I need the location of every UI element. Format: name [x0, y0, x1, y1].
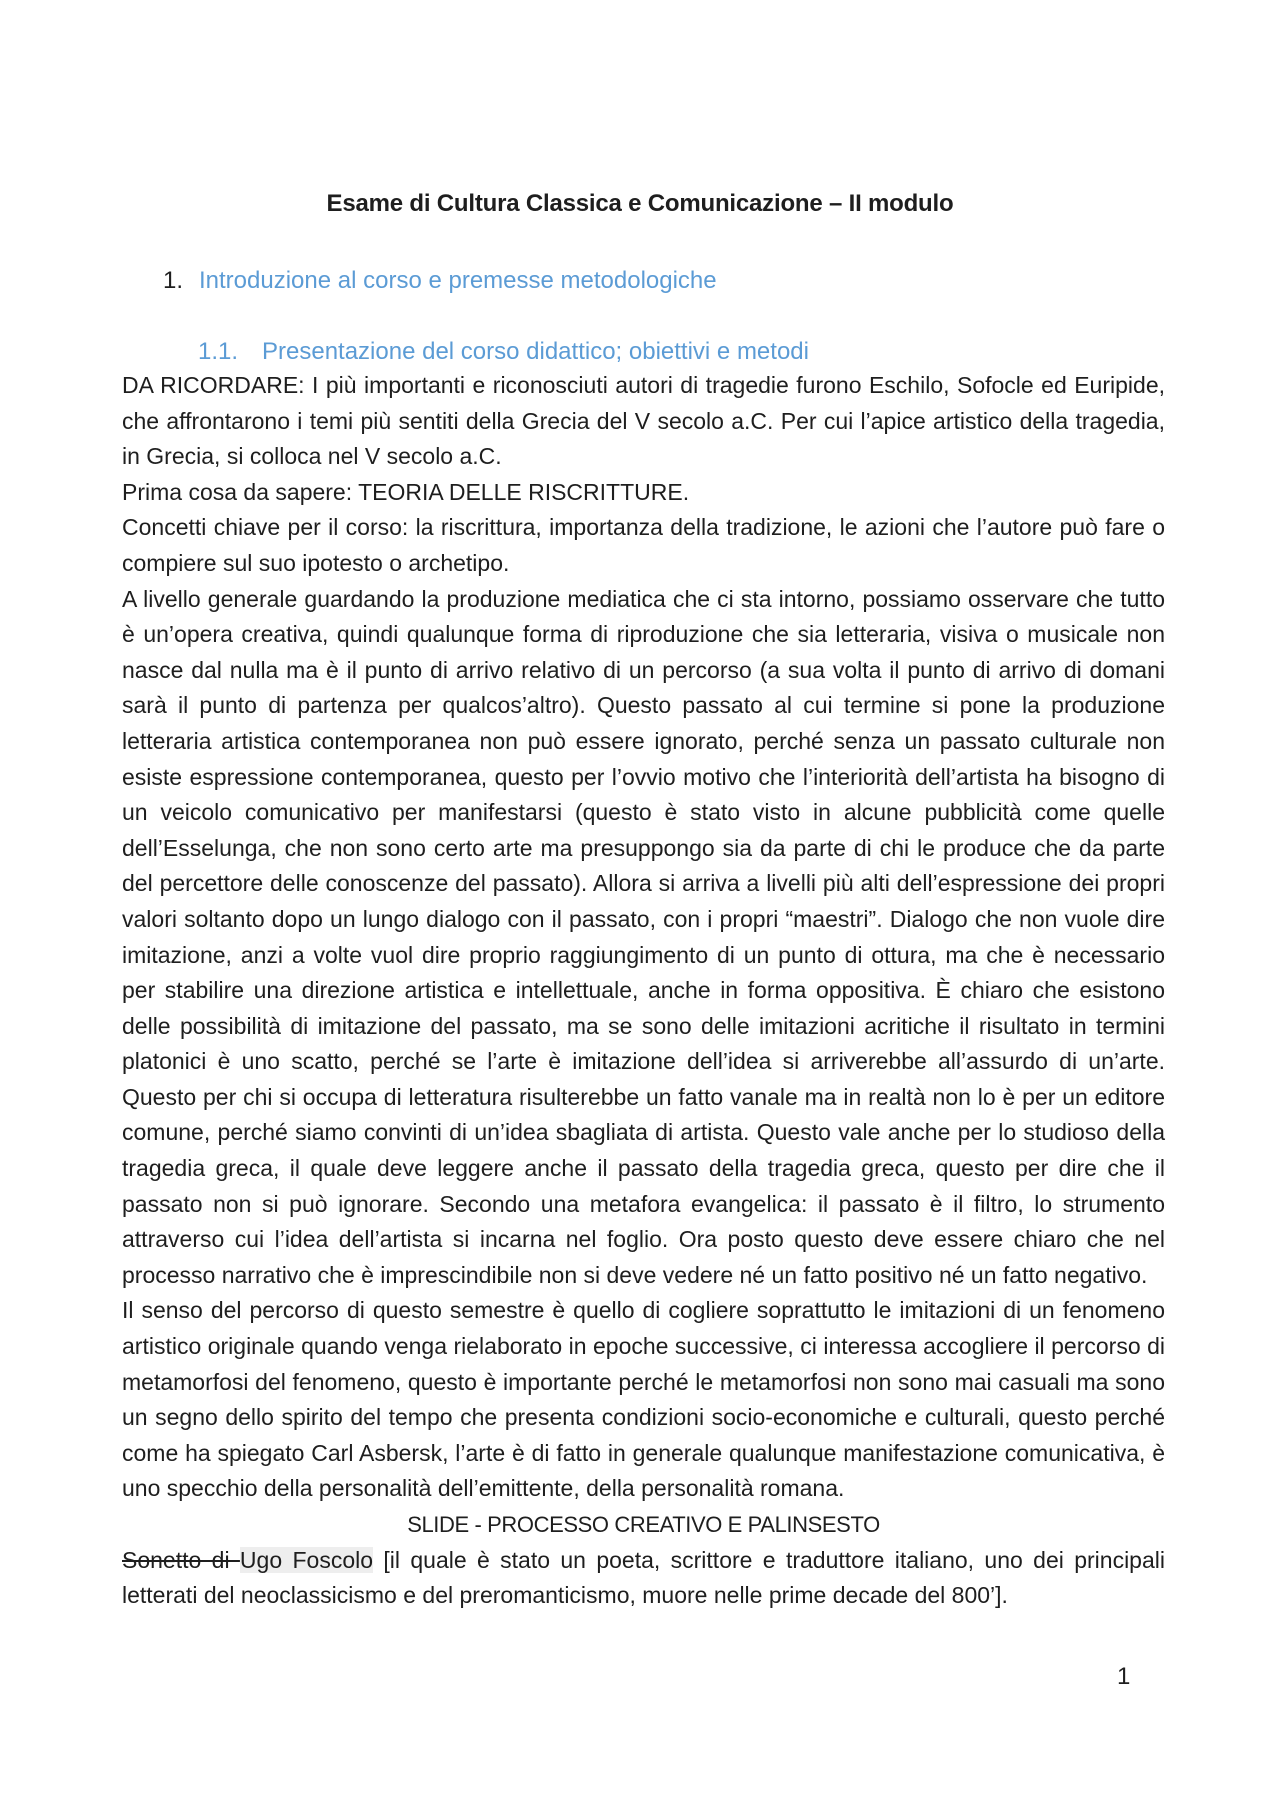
strikethrough-text: Sonetto di	[122, 1546, 240, 1573]
document-title: Esame di Cultura Classica e Comunicazione – II modulo	[326, 190, 954, 217]
paragraph-da-ricordare: DA RICORDARE: I più importanti e riconosciuti autori di tragedie furono Eschilo, Sofocle ed Euripide, che affrontarono i temi più sentiti della Grecia del V secolo a.C. Per cui l’apice artistico della tragedia, in Grecia, si colloca nel V secolo a.C.	[122, 372, 1165, 470]
heading-1-number: 1.	[163, 267, 184, 294]
paragraph-prima-cosa: Prima cosa da sapere: TEORIA DELLE RISCRITTURE.	[122, 478, 690, 505]
heading-2-text: Presentazione del corso didattico; obiettivi e metodi	[262, 338, 809, 365]
paragraph-concetti-chiave: Concetti chiave per il corso: la riscrittura, importanza della tradizione, le azioni che l’autore può fare o compiere sul suo ipotesto o archetipo.	[122, 514, 1165, 576]
page-number: 1	[1117, 1663, 1131, 1690]
heading-1	[163, 267, 717, 295]
slide-heading: SLIDE - PROCESSO CREATIVO E PALINSESTO	[407, 1512, 880, 1537]
highlighted-text: Ugo Foscolo	[239, 1546, 374, 1573]
paragraph-livello-generale: A livello generale guardando la produzione mediatica che ci sta intorno, possiamo osservare che tutto è un’opera creativa, quindi qualunque forma di riproduzione che sia letteraria, visiva o musicale non nasce dal nulla ma è il punto di arrivo relativo di un percorso (a sua volta il punto di arrivo di domani sarà il punto di partenza per qualcos’altro). Questo passato al cui termine si pone la produzione letteraria artistica contemporanea non può essere ignorato, perché senza un passato culturale non esiste espressione contemporanea, questo per l’ovvio motivo che l’interiorità dell’artista ha bisogno di un veicolo comunicativo per manifestarsi (questo è stato visto in alcune pubblicità come quelle dell’Esselunga, che non sono certo arte ma presuppongo sia da parte di chi le produce che da parte del percettore delle conoscenze del passato). Allora si arriva a livelli più alti dell’espressione dei propri valori soltanto dopo un lungo dialogo con il passato, con i propri “maestri”. Dialogo che non vuole dire imitazione, anzi a volte vuol dire proprio raggiungimento di un punto di ottura, ma che è necessario per stabilire una direzione artistica e intellettuale, anche in forma oppositiva. È chiaro che esistono delle possibilità di imitazione del passato, ma se sono delle imitazioni acritiche il risultato in termini platonici è uno scatto, perché se l’arte è imitazione dell’idea si arriverebbe all’assurdo di un’arte. Questo per chi si occupa di letteratura risulterebbe un fatto vanale ma in realtà non lo è per un editore comune, perché siamo convinti di un’idea sbagliata di artista. Questo vale anche per lo studioso della tragedia greca, il quale deve leggere anche il passato della tragedia greca, questo per dire che il passato non si può ignorare. Secondo una metafora evangelica: il passato è il filtro, lo strumento attraverso cui l’idea dell’artista si incarna nel foglio. Ora posto questo deve essere chiaro che nel processo narrativo che è imprescindibile non si deve vedere né un fatto positivo né un fatto negativo.	[122, 585, 1165, 1288]
paragraph-sonetto	[122, 1543, 1165, 1614]
sonetto-rest-text: [il quale è stato un poeta, scrittore e traduttore italiano, uno dei principali letterati del neoclassicismo e del preromanticismo, muore nelle prime decade del 800’].	[122, 1546, 1165, 1609]
paragraph-senso-percorso: Il senso del percorso di questo semestre è quello di cogliere soprattutto le imitazioni di un fenomeno artistico originale quando venga rielaborato in epoche successive, ci interessa accogliere il percorso di metamorfosi del fenomeno, questo è importante perché le metamorfosi non sono mai casuali ma sono un segno dello spirito del tempo che presenta condizioni socio-economiche e culturali, questo perché come ha spiegato Carl Asbersk, l’arte è di fatto in generale qualunque manifestazione comunicativa, è uno specchio della personalità dell’emittente, della personalità romana.	[122, 1297, 1165, 1502]
document-body	[122, 368, 1165, 1614]
heading-1-text: Introduzione al corso e premesse metodologiche	[199, 267, 717, 294]
heading-2-number: 1.1.	[198, 338, 239, 365]
heading-2	[198, 338, 809, 366]
